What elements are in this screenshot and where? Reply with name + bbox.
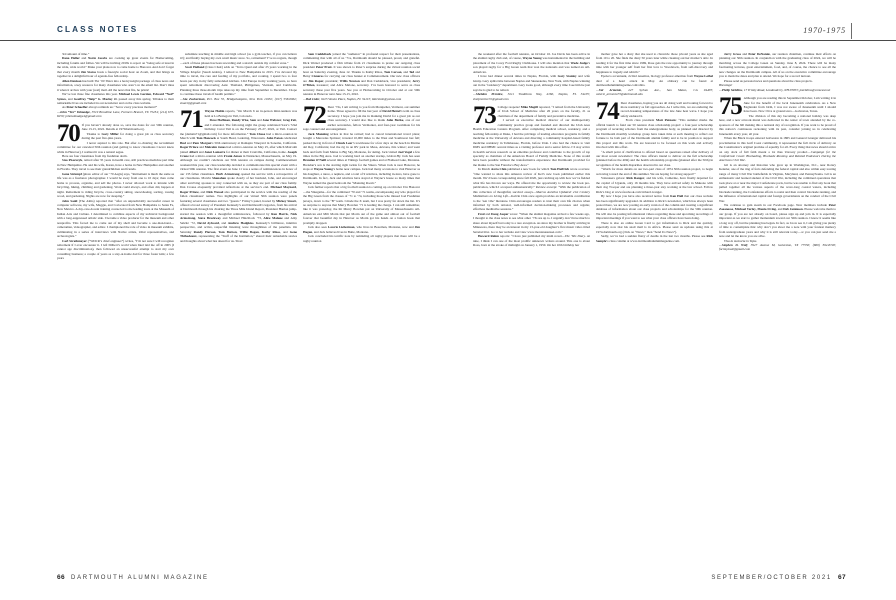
body-paragraph: We continue to gain steam in our Facebook page. New members include Peter Zaeanesse, Michael Varley, Monia Irving, and Deb Jamieson. Please welcome them to our group. If you are not already on board, please sign up and join in. It is especially important as we start to gather momentum toward our 50th reunion. I know it seems like a long way off, but the planning has begun. In fact, as I now see it, I am giving you plenty of time to contemplate this: why don’t you shoot me a note with your fondest memory from undergraduate years and why it is still relevant today—or you can just send me a note and let me know you are alive. bbox=[719, 202, 836, 239]
class-year-lead-paragraph bbox=[303, 101, 420, 132]
column-2 bbox=[180, 52, 297, 560]
body-paragraph: “Watch for more details on our two-part class of 1974 50th reunion project, to begin as having toward the end of this summer. We are hoping for strong support!” bbox=[596, 167, 713, 176]
class-year-dropcap: 71 bbox=[180, 106, 203, 134]
lead-text: Wayne Holtin reports, “On March 6 an in-person mini-reunion was held at La Bottega in Vail, Colorado. bbox=[204, 109, 297, 118]
header-vertical-rule bbox=[851, 23, 852, 39]
class-secretary-signature: —Sheldon Prentice, 3211 Traditions Way, #160, Naples, FL 34105; shelprentice72@gmail.com bbox=[473, 92, 590, 101]
body-paragraph: Volunteers galore: Rick Ranger, and his wife, Catherine, have finally departed for the capital of Uganda, only 16 months late. They have arrived safely in Mukono with their dog Trooper and are planning a three-year stay working at the law school. Follow Rick’s blog at www.facebook.com/richard.l.ranger. bbox=[596, 176, 713, 194]
body-paragraph: Scott Holland (Class Chair) adds on “Terra Quad and after 25 years working in the Village Klopfer (Saudi Arabia), I retired to New Hampshire in 2015. I’ve devoted my time to travel, the care and feeding of my portfolio, and cooking. I spend two to four hours per day in my fully remodeled kitchen. I did Europe in my working years, so have spent retirement discovering Asia: Thailand, Philippines, Vietnam, and Cambodia. Planning three three-month trips takes up my time from September to December. I hope to continue these travels if health permits.” bbox=[180, 65, 297, 97]
column-3 bbox=[303, 52, 420, 560]
body-paragraph: Jerry Gross and Peter DeNatale, our reunion chairmen, continue their efforts on planning our 50th reunion. In conjunction with the graduating class of 2024, we will be marching across the College Green on Sunday, June 8, 2024. There will be many fascinating lectures, great entertainment, food, and, of course, the chance to see all the new changes on the Dartmouth campus. All of us on the executive committee encourage you to mark the dates and plan to attend. We hope for a record turnout. bbox=[719, 52, 836, 79]
body-paragraph: Jack Manning writes in that he retired; had to cancel international travel plans; bought a Mercedes Sprinter; traveled 10,000 miles to the West and Southwest last fall; parked the rig in front of Chuck Leer’s townhouse for a few days on the beach in Marina del Rey, California; had the rig in an RV park in Mesa, Arizona, this winter; and went back and forth from Maine to Big Sky, Montana, for skiing. Jack visited Joel Vogel a few times in the Big Area. Joel is working hard on another startup, Global-Hy. Jack has seen Brendan O’Neill several times at Vikings football games and at Flathead Lake, Montana. Brendan’s son is the starting right tackle for the Vikers. When Jack is near Hanover, he stops at Wayne Young’s home near campus. Jack had many occasions to visit Hanover as his daughter, a niece, a nephew, and a total of 9 relatives, including in-laws, have gone to Dartmouth. In fact, Jack and relatives have stayed at Wayne’s house so many times that Wayne named the guest bedroom the “Manning Room.” bbox=[303, 131, 420, 185]
class-year-range: 1970-1975 bbox=[803, 26, 846, 35]
section-kicker: CLASS NOTES bbox=[57, 25, 139, 34]
body-paragraph: I served as executive medical director of our multispecialty community practice group and founded and directed the Utah Area Health Education Centers Program. After completing medical school, residency, and a teaching fellowship at Duke, I had the privilege of leading education programs in family medicine at the University of Arizona and directing a community hospital-based family medicine residency in Tallahassee, Florida, before Utah. I also had the chance to visit DMS and DHMC several times as a visiting professor and a senior fellow. I’d stay active in health services research as an emeritus professor and contribute to the growth of top specialty as chairman of the American Board of Family Medicine. None of this would have been possible without the transformative experience that Dartmouth provided for me thanks to the San Francisco Bay Area.” bbox=[473, 118, 590, 167]
body-paragraph: Sam Cuddeback joined the “audience” in profound respect for their presentations, commenting that with all of us ’71s, Dartmouth should be pleased, proud, and grateful. Dick Wetzel produced a film tribute from 21 classmates to praise our outgoing class president Peter Pratt. It was shown to Peter’s surprise during the virtual reunion social hour on Saturday evening, June 12. Thanks to Kathy Rizos, Tom Corson, and Ted and Betsy Cisneros for carrying our class banner at Commencement. Our new class officers are Jim Roper, president; Willis Newton and Dan Cuddeback, vice presidents; Jerry O’Brien, treasurer; and Alice Malone, secretary. I’ve been honored to serve as class secretary these past five years. See you at Homecoming in October and at our 50th reunion in Hanover next June 13-15, 2022. bbox=[303, 52, 420, 97]
column-5 bbox=[596, 52, 713, 560]
body-paragraph: 3rd amount of time.” bbox=[62, 52, 90, 56]
class-year-lead-paragraph bbox=[180, 106, 297, 134]
issue-date: SEPTEMBER/OCTOBER 2021 bbox=[711, 575, 832, 581]
body-paragraph: Epoleco accentuant, cicldol Awemax, biology professor emeritus from Wayne Leibel died of a heart attack in May. An obituary can be found at dartmouthalumnimagazine.com/obits. bbox=[596, 74, 713, 88]
header-horizontal-rule bbox=[0, 40, 896, 41]
page-number-right: 67 bbox=[837, 574, 846, 581]
class-secretary-signature: —Stephen D. Wolf, 3927 Avenue M, Galveston, TX 77550; (860) 302-8728; fncimymail@gmail.com bbox=[719, 243, 836, 252]
class-year-entry-70 bbox=[57, 119, 174, 261]
body-paragraph: Jack also sees Lawrie Lieberman, who lives in Bozeman, Montana, now and Jim Hagan, and Jack believes lives in Butte, Montana. bbox=[303, 225, 420, 234]
body-paragraph: From class president Matt Putnam: “This summer marks the official launch to fund our 50 reunion class scholarship project: a four-year scholarship program of recurring scholars from the undergraduate body, as planned and directed by the Dartmouth monthly workshop group have taken time at each meeting to reflect our fortune to be both part of the Dartmouth alumni family and to be in position to support this project and this work. We are honored to be focused on this work and actively involved with this effort. bbox=[596, 118, 713, 150]
footer-left bbox=[57, 574, 209, 586]
lead-text: Dear classmates, hoping you are all doing well and looking forward to more normalcy as fall approaches. As I write this, we are enduring the record-breaking temperatures of the late June heat wave. I hope you safely endured it. bbox=[620, 100, 713, 118]
body-paragraph: Jack concluded his terrific note by reminding all rugby players that there will be a rugby reunion bbox=[303, 234, 420, 243]
class-year-lead-paragraph bbox=[473, 101, 590, 129]
class-secretary-signature: Blessings! bbox=[719, 83, 733, 88]
body-paragraph: Dana Heller and Norm Jacobs are cooking up great events for Homecoming, including forums and follies. We will be inviting 2018s to report on “being safe at least in the wide, wide world.” Make your plans now to come home to Hanover. And don’t forget that every month Jim Staros hosts a freestyle social hour on Zoom, and that brings us together in a delightful hour of agenda-free fellowship. bbox=[57, 56, 174, 79]
body-paragraph: Fred and Doug Jasper wrote: “When the alumni magazine arrived a few weeks ago, I thought to the class notes to see what other ’73s are up to. I urgently don’t have much to share about myself but today is a rare exception. As since my brother is finally arriving in Minnesota, there may be an interest in my 13-year-old daughter’s first music video titled Summertime. Go to her website and view www.montanasunset.com.” bbox=[473, 211, 590, 234]
body-paragraph: Stas Pisarczyk, retired after 35 years in health care, still practices medicine part time in New Hampshire. He and his wife, Karen, have a home in New Hampshire and another in Florida. They travel to see their grandchildren and friends. bbox=[57, 158, 174, 172]
body-paragraph: Here are four classmates from my freshman dorm. bbox=[62, 153, 128, 158]
column-1 bbox=[57, 52, 174, 560]
class-year-entry-74 bbox=[596, 97, 713, 244]
column-4 bbox=[473, 52, 590, 560]
class-secretary-signature: —John “Tex” Talmadge, 3519 Brookline Lane, Farmers Branch, TX 75234; (214) 673-8250; johntalmadge4@gmail.com bbox=[57, 109, 174, 119]
class-secretary-signature: —Stu Zuckerman, P.O. Box 55, Bridgehampton, New York 11932; (917) 558-0062; stuartzj@gmail.com bbox=[180, 96, 297, 105]
body-paragraph: Allen Denison has built The ’69 Times into a heavyweight package of class news and information, a key resource for many classmates who aren’t on the email list. Don’t miss it when it arrives with your (real) mail. All the news that fits, he prints! bbox=[57, 78, 174, 92]
lead-text: College reopens! Mike Magill reported, “I retired from the University of Utah School of Medicine after 26 years on the faculty, 21 as chairman of the department of family and preventive medicine. bbox=[497, 104, 590, 118]
class-year-dropcap: 74 bbox=[596, 97, 619, 125]
class-year-lead-paragraph bbox=[719, 93, 836, 121]
class-year-dropcap: 75 bbox=[719, 93, 742, 121]
body-paragraph: Dave Hoffman, Randy Wise, Sam and Jane Webster, Greg Feit, and I attended. The following night the group celebrated Sara’s 72nd birthday. Carol Vail is on the February 25-27, 2022, at Vail. Contact me (demain71@gmail.com) for more information.” Tom Chase had a micro-reunion in March with Tom Hancock at South Head, Ladering, Wisconsin. John Eaton celebrated Bud and Pam Morgan’s 50th anniversary at Ramapin Vineyard in Sonoma, California. Roger Prince and Malcolm Jones had a micro-reunion on May 25, after which Malcolm joined Albert and Janet Lamarre for dinner at their Cranville, California, home. Joseph Crane had a micro-reunion with Frank Anton in Nantucket, Massachusetts, on May 19. Although we couldn’t celebrate our 50th reunion on campus during Commencement weekend this year, our class leadership decided to commemorate this special event with a virtual 50th reunion. The first event on June 11 was a series of reminiscences in honor of our 135 fallen classmates. Herb Armstrong opened the service with a retrospective of our classmates. Marvin Shanahan spoke clearly of her husband, John, and encouraged other surviving spouses to stay connected with us, as they are part of our class family. Dan Crouse eloquently provided reflections at the service’s end. Michael Maynard, Roger Prince, and Dick Wessel also participated in the service with the reading of the fallen classmates’ names. Two highlights of our virtual 50th reunion were panels featuring several classmates and two “guests.” Friday’s panel, hosted by Mickey Stuart, offered a broad survey of President Kennedy’s and Dartmouth’s legacies, from his arrival at Dartmouth through his chairing the Three Mile Island Report, President Hanlon jump-started the session with a thoughtful reminiscence, followed by Ron Harris, Nick Armstrong, Steve Brockway and Michael Hinchlock ’73, Alice Malone and Amy Salzitz ’72, David Aylward, and Andrew Hodgkiss. Kennedy’s brilliance, intuitive perspective, and active, respectful listening were throughlines of the panelists. On Saturday Randy Pierson, Tom Burton, Willie Bogan, Kathy Rizos, and Gene Thibodeaux, representing the “Stuff of the Institution,” shared their remarkable stories and thoughts about what lies ahead for us. Short bbox=[180, 118, 297, 243]
publication-name: DARTMOUTH ALUMNI MAGAZINE bbox=[71, 575, 209, 581]
class-secretary-signature: —Val Armento, 227 Sylvan Ave., San Mateo, CA 94403; valerie_armento73@dartmouth.edu bbox=[596, 87, 713, 97]
footer-right bbox=[711, 574, 846, 586]
lead-text: Although you are reading this in September/October, I am writing it in June for the benefit of the local Juneteenth celebration. As a New Englander from birth, I was not aware of Juneteenth until I should have been. Now I live at ground zero—Galveston, Texas. bbox=[743, 96, 836, 114]
body-paragraph: Please send us personal news and questions about the class projects. bbox=[724, 78, 813, 83]
class-secretary-signature: —Bob Lider, 9225 Veneto Place, Naples, FL 34113; lidersbob@yahoo.com bbox=[303, 96, 402, 101]
page-number-left: 66 bbox=[57, 574, 66, 581]
body-paragraph: substitute teaching in middle and high school (as a gym teacher, if you can believe it!); and finally buying my own retail music store. So, retirement? I’ve no regrets, though—each of these phases has been rewarding and a stretch outside my comfort zone.” bbox=[180, 52, 297, 65]
class-secretary-signature: —Philip Stebbins, 17 Trinity Road, Londonderry, NH 03053; pstebbins@comcast.net bbox=[719, 87, 831, 92]
class-year-lead-paragraph bbox=[596, 97, 713, 125]
body-paragraph: mother gave her a diary that she used to chronicle those pivotal years as she aged from 10 to 20. She finds the diary 50 years later while cleaning out her mother’s attic. In reading it for the first time since 1969, Rose gets the rare opportunity to journey through time with her younger self from her first love to Woodstock, from self-discovery and happiness to tragedy and rebirth.” bbox=[596, 52, 713, 74]
body-paragraph: When the Black troops entered Galveston in 1865 and General Granger delivered his proclamation in this Gulf Coast community, it represented the full circle of delivery on the Constitution’s original promise of equality for all. Every thing that news should arrive on any dock of full faith meant a lot thus Unroary product—Campaign for the Confederate Coast: Blockading, Blockade Running and Related Endeavors During the American Civil War. bbox=[719, 136, 836, 163]
column-6 bbox=[719, 52, 836, 560]
class-year-entry-71 bbox=[180, 106, 297, 243]
body-paragraph: Gene Strumpf (photo editor of our ’70 Aegis) says, “Retirement is much the same as life was as a freelance photographer. I would be away from one to 10 days; then come home to process, organize, and sell the photos. I never allowed work to intrude with bicycling, hiking, climbing and gardening. Work could always, and often did, happen at night. Retirement is riding bicycle, cross-country skiing, snowshoeing, sorting, tossing wood, and gardening. Nights are now for sleeping.” bbox=[57, 171, 174, 199]
class-year-entry-73 bbox=[473, 101, 590, 248]
body-paragraph: I have had dinner several times in Naples, Florida, with Gary Stanley and wife Ginny. Gary splits time between Naples and Skaneateles, New York, with Naples winning out in the “residency” department. Gary looks good, although every time I see him he just says he is glad to be retired. bbox=[473, 74, 590, 92]
body-paragraph: The division of this day becoming a national holiday was deep here, and a new artwork mural was dedicated in the center of town attended by the co-sponsors of the bill making this a national day of recognition. If you want to be proud of this nation’s continuous reckoning with its past, consider joining us in celebrating Juneteenth every year, all year. bbox=[719, 113, 836, 136]
body-paragraph: I never aspired to this role. But after co-chairing the recruitment committee for our canceled 50th reunion (and getting to know classmates I never knew while in Hanover), I realized it was a natural segue. bbox=[57, 140, 174, 154]
body-paragraph: By now I hope you have also received notice from Ken Hall that our class website has been significantly upgraded. In addition to Rick’s newsletter, which has always been posted there, we are now posting an early version of the column and creating a significant database of information about our class projects and scholarships for the 50th reunion. We will also be posting informational videos regarding these and upcoming recordings of important meetings if you want to see what your class officers have been doing. bbox=[596, 194, 713, 221]
body-paragraph: Viva la memoria in Tejas. bbox=[724, 238, 758, 243]
class-year-dropcap: 73 bbox=[473, 101, 496, 129]
body-paragraph: We’ve lost three fine classmates this year. Michael Lewis Gordon, Edward “Ned” Symes, and Geoffrey “Skip” G. Maclay Jr. passed away this spring. Tributes to their remarkable lives are included in our newsletter and on the class website. bbox=[57, 92, 174, 105]
class-year-dropcap: 70 bbox=[57, 119, 80, 147]
body-paragraph: “A small point of clarification is offered based on questions raised after delivery of our most recent newsletter: The class officers intend to deliver on the full scholarship (planned before the 40th) and the health scholarship programs (planned after the 50th) in recognition of the health disparities observed in our class. bbox=[596, 149, 713, 167]
body-paragraph: In March Astra Chin published a new book for which Tom Hoffrich wrote a review. “One wanted to share this Amazon review of Kel’s new book published earlier this month. We’d been corresponding since fall 2020, just catching up with how we’ve fielded what life has thrown our ways. He offered me the opportunity to review the book pre-publication, which I accepted enthusiastically.” Review excerpt: “With the publication of this collection of thoughtful, succinct essays—Marcus Aurelius Updated: 21st Century Meditations on Living Life—Kelvin Chin once again provides an invaluable contribution to the ‘zen vibe’ literature. Chin encourages readers to trust their own life choices when informed by both rational, well-informed decision-making processes and regular, effortless meditative sessions.” bbox=[473, 167, 590, 212]
body-paragraph: There is also an online Green Card to get information to Rick and me quickly, especially now that his snail mail is in Africa. Please send us updates using this at 1974.dartmouth.org (click on “News,” then “Send Us News”). bbox=[596, 220, 713, 234]
body-paragraph: Sadly, we’ve had a sudden flurry of deaths in the last two months. Please see Rick Sample’s class column at www.dartmouthalumnimagazine.com. bbox=[596, 234, 713, 243]
body-paragraph: Thanks to Gary Miller for doing a great job as class secretary during the past five-plus years. bbox=[81, 131, 174, 141]
lead-text: If you haven’t already done so, save the dates for our 50th reunion, June 13-15, 2022. Details at 1970dartmouth.org. bbox=[81, 122, 174, 132]
body-paragraph: Howard Rahm reports: “I have just published my ninth novel—The ’60s Diary. At nine, I think I can one of the most prolific unknown writers around. This one is about Rosa, born at the stroke of midnight on January 1, 1950. On her 10th birthday her bbox=[473, 234, 590, 248]
body-paragraph: Carl Strathmeyer (“WDCR’s chief engineer”) writes, “I’m not sure I will recognize retirement if I ever encounter it. I left Dilbert’s world when Intel laid me off in 2005 (I cannot age discrimination), then followed an unsuccessful attempt to start my own consulting business; a couple of years as a stay-at-home dad for three foster kids; a few years bbox=[57, 238, 174, 261]
class-year-dropcap: 72 bbox=[303, 101, 326, 129]
body-paragraph: John Sadd (The Alma) reported that “after an unpredictably successful career in computer software, my wife, Maggie, and I relocated from New Hampshire to Santa Fe, New Mexico. A day-care-docent training course led to me leading tours at the Museum of Indian Arts and Culture. I determined to combine aspects of my technical background with a long-suppressed artistic side. I became a video producer for the museum and other nonprofits. This forced me to come out of my shell and become a one-man-band—cameraman, videographer, and editor. I championed the role of video in museum exhibits, culminating in a series of interviews with Native artists, tribal representatives, and archeologists.” bbox=[57, 198, 174, 239]
body-paragraph: As Peter Schaeffer always reminds us: “Savor every precious moment!” bbox=[62, 105, 158, 110]
lead-text: Dear ’72s, I am writing to you from Montpelier, Vermont, our summer home. Three agreed to fill the last year of David Hetzel’s term as class secretary. I hope you join me in thanking David for a great job as our class secretary. I would also like to thank John Burke, one of our earlier secretaries, fellow Vermonter, and four-year roommate for his sage counsel and encouragement. bbox=[303, 104, 420, 132]
class-year-entry-75 bbox=[719, 93, 836, 243]
class-year-entry-72 bbox=[303, 101, 420, 243]
body-paragraph: Gil is an attorney and historian who grew up in Washington, D.C., near Rotary Kennler, one of the ring of forts defending the federal capital and also within easy touring range of many Civil War battlefields in Virginia, Maryland, and Pennsylvania. Gil is an enthusiastic and learned student of the Civil War, including the combined operations that took place at or near the major Confederate ports, but he was unable to find any book that pulled together all the various aspects of the wave-long coastal waters, including blockade running, the Confederate efforts to resist and then control blockade running, and the influence of international capital and foreign governments on the conduct of the Civil War. bbox=[719, 162, 836, 203]
body-paragraph: the weekend after the football reunion, on October 16. Joe Davis has been active in the alumni rugby club and, of course, Wayne Young was instrumental in the building and placement of the Corey Ford Rugby Clubhouse. I will also mention that Wade Judge’s son played rugby for a Big Green team that won the nationals and was named an All-American. bbox=[473, 52, 590, 74]
body-paragraph: Jack further reports that a big football reunion is coming up on October 9 in Hanover—the Vikegame—for the combined ’70 and ’71 teams, encompassing any who played for the Big Green from the classes of ’71 to ’74, including those who missed Joel Freshman jerseys, down to the “B” team. I made the X team, but I was pretty far down the list. It’s no surprise to anyone that Murry Bowden ’71 is leading the charge. I can still remember, like it was yesterday, the hit Murry Bowden put on University of Massachusetts All-American end Milt Morin that put Morin out of the game and almost out of football forever that beautiful day in Hanover as Morin got his hands on a button hook that promptly dropped. bbox=[303, 185, 420, 225]
column-grid bbox=[0, 52, 896, 560]
running-head bbox=[0, 24, 896, 46]
